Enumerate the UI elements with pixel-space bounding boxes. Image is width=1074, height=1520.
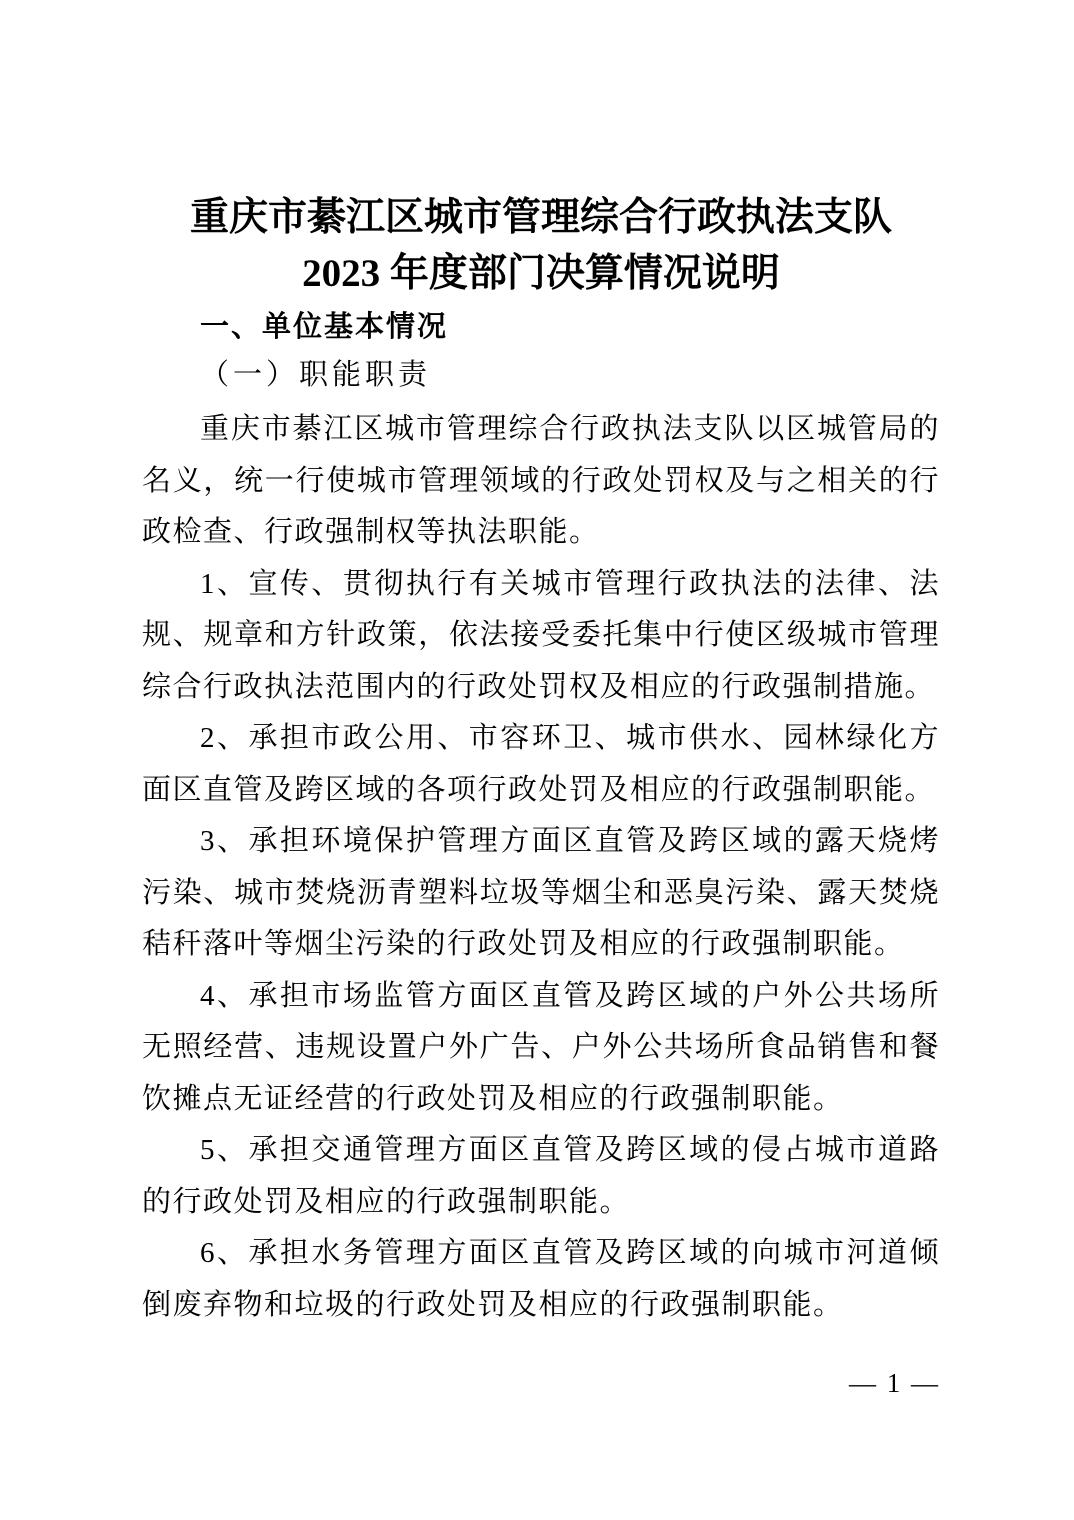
page-number: — 1 — [849, 1368, 940, 1398]
body-text [142, 404, 940, 1331]
subsection-heading: （一）职能职责 [200, 359, 432, 391]
paragraph-item-3: 3、承担环境保护管理方面区直管及跨区域的露天烧烤污染、城市焚烧沥青塑料垃圾等烟尘和恶臭污染、露天焚烧秸秆落叶等烟尘污染的行政处罚及相应的行政强制职能。 [142, 825, 940, 960]
paragraph-item-4: 4、承担市场监管方面区直管及跨区域的户外公共场所无照经营、违规设置户外广告、户外公共场所食品销售和餐饮摊点无证经营的行政处罚及相应的行政强制职能。 [142, 979, 940, 1115]
paragraph-item-1: 1、宣传、贯彻执行有关城市管理行政执法的法律、法规、规章和方针政策，依法接受委托集中行使区级城市管理综合行政执法范围内的行政处罚权及相应的行政强制措施。 [142, 567, 940, 703]
paragraph-item-6: 6、承担水务管理方面区直管及跨区域的向城市河道倾倒废弃物和垃圾的行政处罚及相应的行政强制职能。 [142, 1237, 940, 1321]
paragraph-intro: 重庆市綦江区城市管理综合行政执法支队以区城管局的名义，统一行使城市管理领域的行政处罚权及与之相关的行政检查、行政强制权等执法职能。 [142, 413, 940, 548]
title-line-2: 2023 年度部门决算情况说明 [302, 252, 780, 295]
section-heading: 一、单位基本情况 [200, 311, 449, 343]
paragraph-item-5: 5、承担交通管理方面区直管及跨区域的侵占城市道路的行政处罚及相应的行政强制职能。 [142, 1134, 940, 1218]
document-content [142, 0, 940, 1331]
paragraph-item-2: 2、承担市政公用、市容环卫、城市供水、园林绿化方面区直管及跨区域的各项行政处罚及相应的行政强制职能。 [142, 722, 940, 806]
document-title [142, 190, 940, 302]
title-line-1: 重庆市綦江区城市管理综合行政执法支队 [189, 196, 892, 239]
